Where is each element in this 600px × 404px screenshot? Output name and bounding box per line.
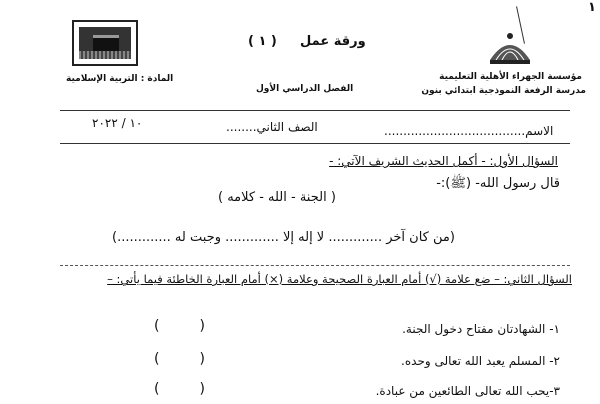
- answer-box-2[interactable]: ( ): [154, 351, 205, 367]
- answer-box-1[interactable]: ( ): [154, 318, 205, 334]
- question-1-title: السؤال الأول: - أكمل الحديث الشريف الآتي: -: [329, 154, 558, 168]
- school-name: مدرسة الرفعة النموذجية ابتدائي بنون: [421, 86, 586, 96]
- hadith-intro: قال رسول الله- (ﷺ):-: [436, 176, 560, 191]
- hadith-fill-in[interactable]: (من كان آخر ............. لا إله إلا ............. وجبت له .............): [112, 230, 455, 245]
- kaaba-image: [72, 20, 138, 66]
- semester-label: الفصل الدراسي الأول: [256, 84, 354, 94]
- statement-3: ٣-يحب الله تعالى الطائعين من عبادة.: [375, 384, 560, 398]
- subject-label: المادة : التربية الإسلامية: [66, 74, 174, 84]
- grade-field[interactable]: الصف الثاني........: [226, 120, 318, 134]
- question-divider: [60, 265, 570, 266]
- question-2-title: السؤال الثاني: – ضع علامة (√) أمام العبارة الصحيحة وعلامة (×) أمام العبارة الخاطئة فيما يأتي: –: [107, 272, 572, 286]
- student-name-field[interactable]: الاسم.....................................: [384, 124, 554, 138]
- worksheet-number: ( ١ ): [248, 34, 277, 49]
- header-divider: [60, 110, 570, 111]
- date-field: ١٠ / ٢٠٢٢: [92, 116, 143, 130]
- institution-logo-icon: [486, 30, 534, 66]
- answer-box-3[interactable]: ( ): [154, 381, 205, 397]
- statement-1: ١- الشهادتان مفتاح دخول الجنة.: [402, 322, 560, 336]
- name-row-divider: [60, 143, 570, 144]
- institution-name: مؤسسة الجهراء الأهلية التعليمية: [439, 72, 582, 82]
- word-bank: ( الجنة - الله - كلامه ): [218, 190, 336, 205]
- worksheet-title: ورقة عمل: [300, 34, 366, 49]
- statement-2: ٢- المسلم يعبد الله تعالى وحده.: [401, 354, 560, 368]
- page-number-mark: ١: [588, 0, 596, 15]
